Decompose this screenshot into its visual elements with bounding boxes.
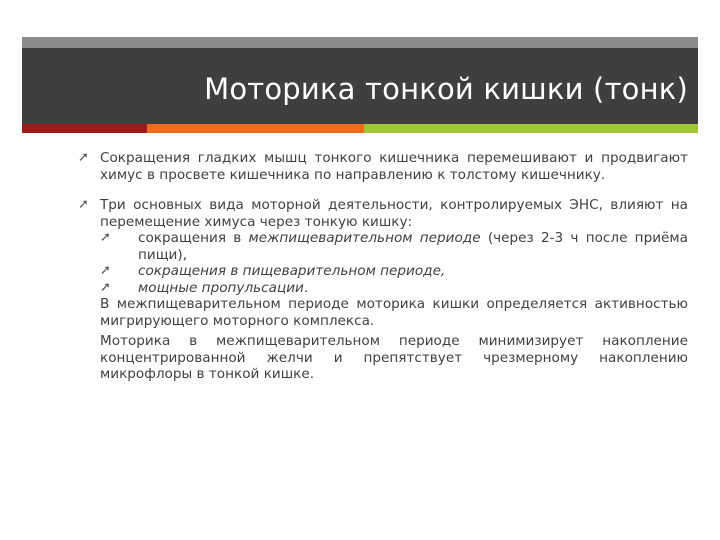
bullet-text: Три основных вида моторной деятельности, контролируемых ЭНС, влияют на перемещение химуса через тонкую кишку: (100, 197, 688, 230)
sub-bullet-item (78, 280, 688, 297)
sub-bullet-period: . (303, 279, 309, 296)
arrow-up-right-icon: ➚ (78, 150, 89, 165)
paragraph: В межпищеварительном периоде моторика кишки определяется активностью мигрирующего моторного комплекса. (100, 296, 688, 329)
sub-bullet-text-emphasis: межпищеварительном периоде (248, 230, 481, 246)
bullet-item (78, 150, 688, 183)
slide-content (78, 150, 688, 383)
title-bar (22, 48, 698, 124)
paragraph: Моторика в межпищеварительном периоде минимизирует накопление концентрированной желчи и препятствует чрезмерному накоплению микрофлоры в тонкой кишке. (100, 333, 688, 382)
slide-title: Моторика тонкой кишки (тонк) (204, 72, 688, 106)
arrow-up-right-icon: ➚ (100, 279, 111, 295)
arrow-up-right-icon: ➚ (78, 197, 89, 212)
sub-bullet-item (78, 263, 688, 280)
bullet-item (78, 197, 688, 230)
accent-bar-red (22, 124, 147, 133)
top-gray-strip (22, 37, 698, 48)
sub-bullet-text: мощные пропульсации (138, 279, 304, 296)
sub-bullet-item (78, 230, 688, 263)
arrow-up-right-icon: ➚ (100, 230, 111, 245)
sub-bullet-text-pre: сокращения в (138, 230, 249, 246)
accent-bar-orange (147, 124, 364, 133)
arrow-up-right-icon: ➚ (100, 263, 111, 278)
sub-bullet-text: сокращения в пищеварительном периоде, (138, 263, 446, 279)
accent-bar-green (364, 124, 698, 133)
sub-bullet-text-post: (через 2-3 ч после приёма пищи), (138, 230, 688, 263)
bullet-text: Сокращения гладких мышц тонкого кишечника перемешивают и продвигают химус в просвете кишечника по направлению к толстому кишечнику. (100, 150, 688, 183)
